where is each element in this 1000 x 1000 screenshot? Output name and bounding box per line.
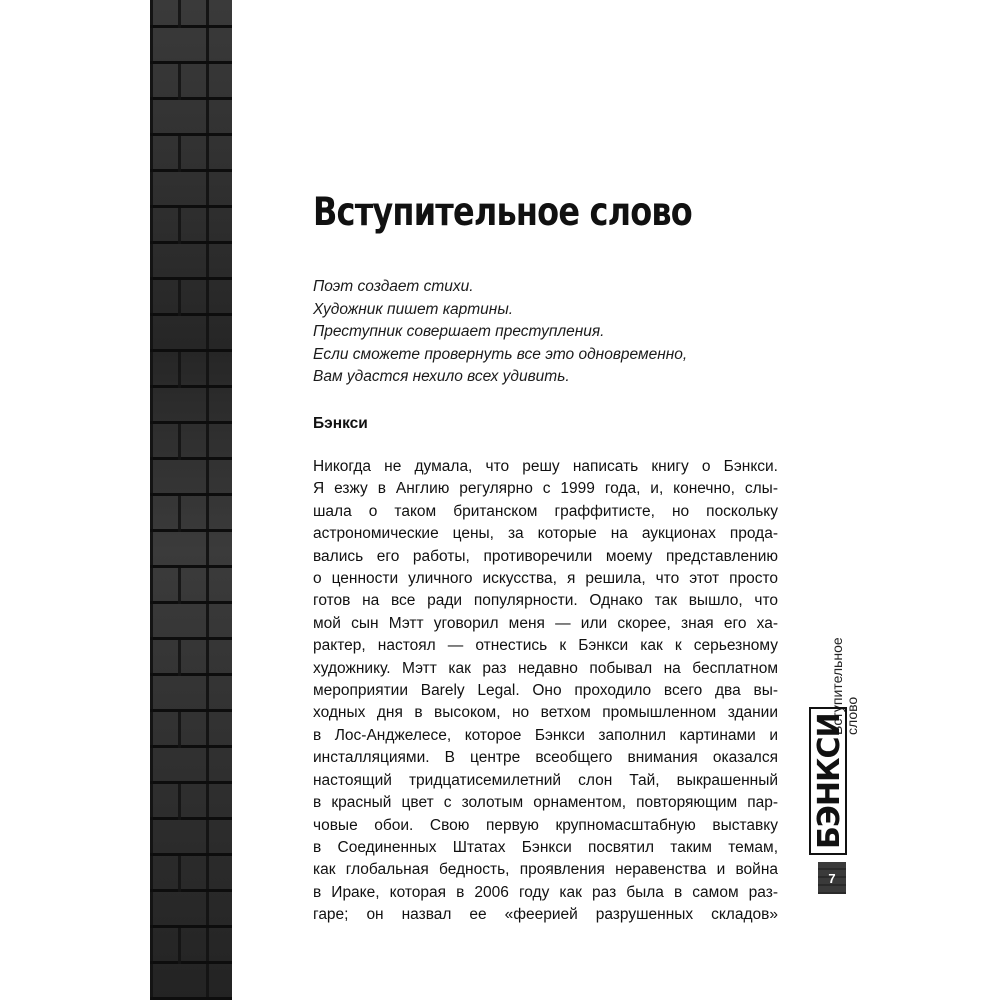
epigraph-line: Художник пишет картины.	[313, 300, 514, 318]
body-line: шала о таком британском граффитисте, но поскольку	[313, 502, 778, 520]
body-line: как глобальная бедность, проявления неравенства и война	[313, 861, 778, 879]
brick-wall-strip	[150, 0, 232, 1000]
epigraph-line: Вам удастся нехило всех удивить.	[313, 368, 570, 385]
body-line: художнику. Мэтт как раз недавно побывал на бесплатном	[313, 659, 778, 677]
body-line: вались его работы, противоречили моему представлению	[313, 547, 778, 565]
body-line: рактер, настоял — отнестись к Бэнкси как к серьезному	[313, 637, 778, 655]
body-line: в Лос-Анджелесе, которое Бэнкси заполнил картинами и	[313, 726, 778, 744]
body-line: в Ираке, которая в 2006 году как раз была в самом раз-	[313, 883, 778, 901]
body-line: мой сын Мэтт уговорил меня — или скорее, зная его ха-	[313, 614, 778, 632]
body-line: готов на все ради популярности. Однако так вышло, что	[313, 592, 778, 610]
body-line: ходных дня в высоком, но ветхом промышленном здании	[313, 704, 778, 722]
running-head-subtitle-line: слово	[844, 696, 860, 735]
running-head-subtitle-line: Вступительное	[829, 637, 845, 735]
page-number: 7	[818, 862, 846, 894]
body-line: о ценности уличного искусства, я решила, что этот просто	[313, 570, 778, 588]
epigraph-line: Если сможете провернуть все это одновременно,	[313, 345, 688, 363]
epigraph-author: Бэнкси	[313, 415, 368, 432]
body-line: Я езжу в Англию регулярно с 1999 года, и, конечно, слы-	[313, 480, 778, 498]
running-head-brand: БЭНКСИ	[809, 707, 847, 855]
body-line: мероприятии Barely Legal. Оно проходило всего два вы-	[313, 682, 778, 700]
body-line: човые обои. Свою первую крупномасштабную выставку	[313, 816, 778, 834]
body-line: настоящий тридцатисемилетний слон Тай, выкрашенный	[313, 771, 778, 789]
body-line: в Соединенных Штатах Бэнкси посвятил таким темам,	[313, 838, 778, 856]
epigraph-line: Поэт создает стихи.	[313, 278, 474, 295]
body-paragraph	[313, 456, 778, 927]
chapter-title: Вступительное слово	[313, 190, 692, 235]
epigraph-line: Преступник совершает преступления.	[313, 323, 605, 340]
body-line: в красный цвет с золотым орнаментом, повторяющим пар-	[313, 794, 778, 812]
epigraph	[313, 276, 783, 389]
body-line: астрономические цены, за которые на аукционах прода-	[313, 525, 778, 543]
body-line: Никогда не думала, что решу написать книгу о Бэнкси.	[313, 458, 778, 475]
body-line: гаре; он назвал ее «феерией разрушенных складов»	[313, 906, 778, 924]
body-line: инсталляциями. В центре всеобщего внимания оказался	[313, 749, 778, 767]
